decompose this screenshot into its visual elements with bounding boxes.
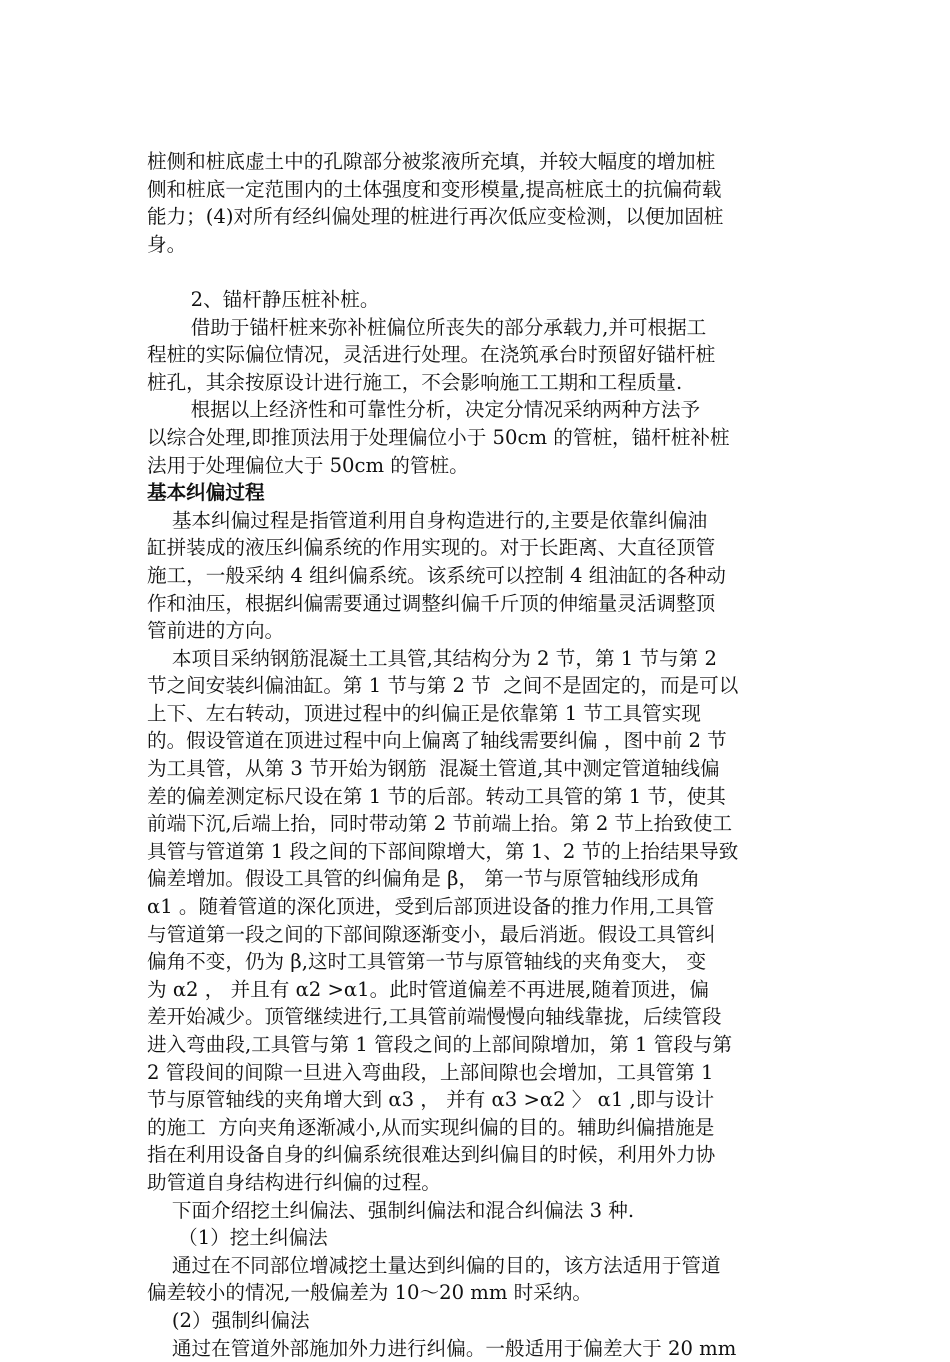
- paragraph-line: 作和油压，根据纠偏需要通过调整纠偏千斤顶的伸缩量灵活调整顶: [147, 591, 716, 615]
- paragraph-line: 根据以上经济性和可靠性分析，决定分情况采纳两种方法予: [147, 398, 701, 422]
- paragraph-line: 以综合处理,即推顶法用于处理偏位小于 50cm 的管桩，锚杆桩补桩: [147, 425, 730, 449]
- paragraph-line: 法用于处理偏位大于 50cm 的管桩。: [147, 453, 469, 477]
- paragraph-line: 借助于锚杆桩来弥补桩偏位所丧失的部分承载力,并可根据工: [147, 315, 707, 339]
- paragraph-line: 节与原管轴线的夹角增大到 α3 ， 并有 α3 >α2 〉 α1 ,即与设计: [147, 1088, 715, 1112]
- paragraph-line: 与管道第一段之间的下部间隙逐渐变小，最后消逝。假设工具管纠: [147, 922, 716, 946]
- paragraph-line: 为 α2 ， 并且有 α2 >α1。此时管道偏差不再进展,随着顶进，偏: [147, 977, 709, 1001]
- paragraph-line: 身。: [147, 232, 187, 256]
- paragraph-line: 管前进的方向。: [147, 619, 285, 643]
- paragraph-line: 差的偏差测定标尺设在第 1 节的后部。转动工具管的第 1 节，使其: [147, 784, 726, 808]
- paragraph-line: 偏差较小的情况,一般偏差为 10～20 mm 时采纳。: [147, 1281, 593, 1305]
- paragraph-line: 能力；(4)对所有经纠偏处理的桩进行再次低应变检测，以便加固桩: [147, 205, 724, 229]
- paragraph-line: 助管道自身结构进行纠偏的过程。: [147, 1170, 441, 1194]
- paragraph-line: 前端下沉,后端上抬，同时带动第 2 节前端上抬。第 2 节上抬致使工: [147, 812, 733, 836]
- paragraph-line: 进入弯曲段,工具管与第 1 管段之间的上部间隙增加，第 1 管段与第: [147, 1033, 733, 1056]
- paragraph-line: 2 管段间的间隙一旦进入弯曲段，上部间隙也会增加，工具管第 1: [147, 1060, 714, 1084]
- paragraph-line: 为工具管，从第 3 节开始为钢筋 混凝土管道,其中测定管道轴线偏: [147, 757, 720, 781]
- paragraph-line: 上下、左右转动，顶进过程中的纠偏正是依靠第 1 节工具管实现: [147, 701, 701, 725]
- section-title-line: 2、锚杆静压桩补桩。: [147, 287, 380, 311]
- paragraph-line: 节之间安装纠偏油缸。第 1 节与第 2 节 之间不是固定的，而是可以: [147, 674, 739, 698]
- paragraph-line: α1 。随着管道的深化顶进，受到后部顶进设备的推力作用,工具管: [147, 895, 715, 919]
- paragraph-line: 偏差增加。假设工具管的纠偏角是 β， 第一节与原管轴线形成角: [147, 867, 700, 891]
- paragraph-line: 下面介绍挖土纠偏法、强制纠偏法和混合纠偏法 3 种.: [147, 1198, 635, 1222]
- paragraph-line: 侧和桩底一定范围内的土体强度和变形模量,提高桩底土的抗偏荷载: [147, 177, 722, 201]
- paragraph-line: 桩孔，其余按原设计进行施工，不会影响施工工期和工程质量.: [147, 370, 683, 394]
- paragraph-line: 差开始减少。顶管继续进行,工具管前端慢慢向轴线靠拢，后续管段: [147, 1005, 722, 1029]
- paragraph-line: 通过在不同部位增减挖土量达到纠偏的目的，该方法适用于管道: [147, 1253, 721, 1277]
- paragraph-line: 通过在管道外部施加外力进行纠偏。一般适用于偏差大于 20 mm: [147, 1336, 737, 1360]
- paragraph-line: 的。假设管道在顶进过程中向上偏离了轴线需要纠偏 ，图中前 2 节: [147, 729, 727, 753]
- subsection-title-line: （1）挖土纠偏法: [147, 1226, 328, 1250]
- paragraph-line: 桩侧和桩底虚土中的孔隙部分被浆液所充填，并较大幅度的增加桩: [147, 150, 716, 173]
- subsection-title-line: (2）强制纠偏法: [147, 1308, 310, 1332]
- paragraph-line: 的施工 方向夹角逐渐减小,从而实现纠偏的目的。辅助纠偏措施是: [147, 1115, 715, 1139]
- paragraph-line: 指在利用设备自身的纠偏系统很难达到纠偏目的时候，利用外力协: [147, 1143, 716, 1167]
- paragraph-line: 缸拼装成的液压纠偏系统的作用实现的。对于长距离、大直径顶管: [147, 536, 716, 560]
- section-heading: 基本纠偏过程: [147, 481, 265, 505]
- paragraph-line: 基本纠偏过程是指管道利用自身构造进行的,主要是依靠纠偏油: [147, 508, 708, 532]
- document-body: [147, 148, 807, 1362]
- blank-line: [147, 258, 807, 286]
- paragraph-line: 具管与管道第 1 段之间的下部间隙增大，第 1、2 节的上抬结果导致: [147, 839, 739, 863]
- paragraph-line: 偏角不变，仍为 β,这时工具管第一节与原管轴线的夹角变大， 变: [147, 950, 707, 974]
- paragraph-line: 程桩的实际偏位情况，灵活进行处理。在浇筑承台时预留好锚杆桩: [147, 343, 716, 367]
- paragraph-line: 施工，一般采纳 4 组纠偏系统。该系统可以控制 4 组油缸的各种动: [147, 563, 726, 587]
- paragraph-line: 本项目采纳钢筋混凝土工具管,其结构分为 2 节，第 1 节与第 2: [147, 646, 717, 670]
